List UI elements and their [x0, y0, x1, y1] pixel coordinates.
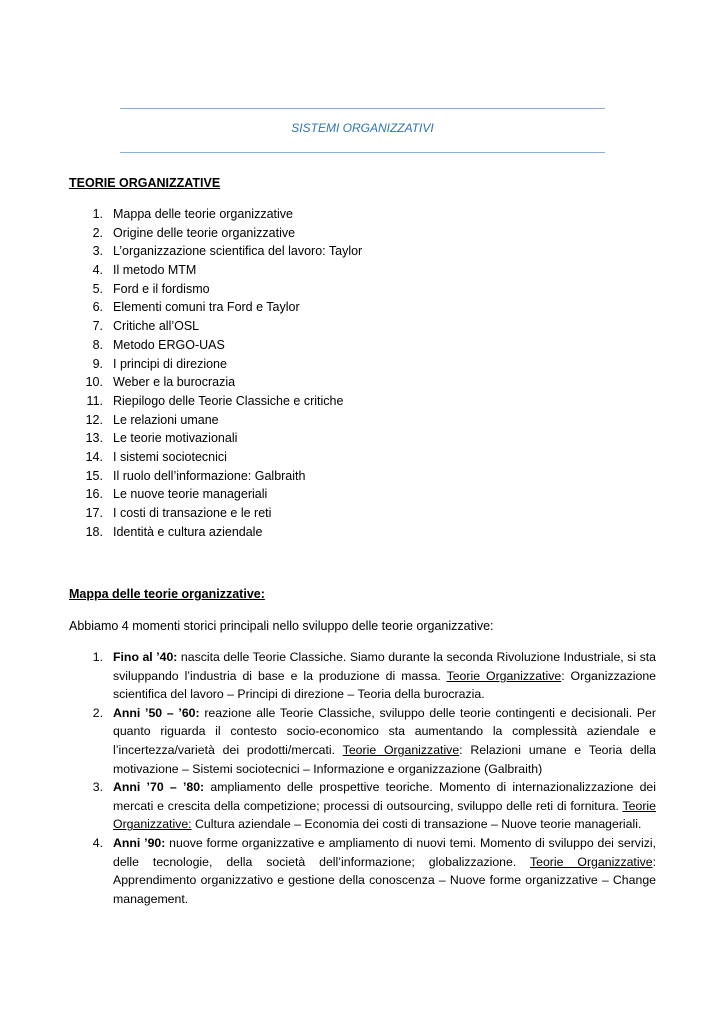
toc-item	[69, 280, 362, 299]
period-label: Anni ’70 – ’80:	[113, 780, 205, 795]
period-number: 4.	[92, 835, 103, 850]
toc-list	[69, 205, 362, 541]
toc-item-number: 16.	[85, 487, 103, 502]
map-heading: Mappa delle teorie organizzative:	[69, 587, 265, 601]
theory-label: Teorie Organizzative	[529, 854, 653, 869]
toc-heading: TEORIE ORGANIZZATIVE	[69, 176, 221, 190]
toc-item-number: 4.	[92, 263, 103, 278]
toc-item-label: I costi di transazione e le reti	[113, 506, 272, 520]
period-item	[69, 834, 656, 908]
toc-item-number: 18.	[85, 524, 103, 539]
period-theories: Cultura aziendale – Economia dei costi di transazione – Nuove teorie manageriali.	[191, 817, 642, 832]
toc-item	[69, 242, 362, 261]
period-number: 1.	[92, 650, 103, 664]
toc-item	[69, 355, 362, 374]
period-text: nascita delle Teorie Classiche. Siamo durante la seconda Rivoluzione Industriale, si sta sviluppando l’industria di base e la produzione di massa.	[113, 650, 656, 683]
toc-item-label: Critiche all’OSL	[113, 319, 200, 334]
theory-label: Teorie Organizzative	[342, 742, 460, 757]
toc-item-number: 15.	[85, 468, 103, 483]
toc-item-label: Il metodo MTM	[113, 263, 197, 278]
period-label: Anni ’50 – ’60:	[113, 705, 200, 720]
period-number: 2.	[92, 705, 103, 720]
toc-item-number: 5.	[92, 281, 103, 296]
map-intro: Abbiamo 4 momenti storici principali nello sviluppo delle teorie organizzative:	[69, 619, 494, 633]
toc-item	[69, 336, 362, 355]
toc-item-label: Le teorie motivazionali	[113, 431, 238, 446]
toc-item-number: 14.	[85, 449, 103, 464]
title-top-rule	[120, 108, 605, 109]
toc-item-label: Origine delle teorie organizzative	[113, 225, 296, 240]
toc-item	[69, 317, 362, 336]
toc-item-number: 2.	[92, 225, 103, 240]
toc-item-number: 10.	[85, 375, 103, 390]
toc-item-number: 8.	[92, 337, 103, 352]
period-text: ampliamento delle prospettive teoriche. Momento di internazionalizzazione dei mercati e crescita della competizione; processi di outsourcing, sviluppo delle reti di fornitura.	[113, 780, 656, 813]
theory-label: Teorie Organizzative	[446, 668, 562, 683]
toc-item-number: 13.	[85, 431, 103, 446]
toc-item-number: 9.	[92, 356, 103, 371]
toc-item-label: I sistemi sociotecnici	[113, 449, 227, 464]
periods-list	[69, 648, 656, 908]
toc-item-label: Le relazioni umane	[113, 412, 219, 427]
toc-item	[69, 485, 362, 504]
toc-item-label: Le nuove teorie manageriali	[113, 487, 268, 502]
toc-item-number: 11.	[86, 393, 103, 408]
toc-item	[69, 298, 362, 317]
toc-item-number: 6.	[92, 300, 103, 315]
toc-item	[69, 205, 362, 224]
toc-item	[69, 392, 362, 411]
period-item	[69, 704, 656, 778]
period-item	[69, 778, 656, 834]
toc-item-number: 1.	[92, 207, 103, 221]
toc-item-label: Weber e la burocrazia	[113, 375, 236, 390]
toc-item	[69, 504, 362, 523]
toc-item-label: Riepilogo delle Teorie Classiche e critiche	[113, 393, 344, 408]
title-bottom-rule	[120, 152, 605, 153]
toc-item-label: L’organizzazione scientifica del lavoro: Taylor	[113, 244, 363, 259]
theory-label: Teorie Organizzative:	[113, 798, 656, 832]
toc-item	[69, 261, 362, 280]
period-text: nuove forme organizzative e ampliamento di nuovi temi. Momento di sviluppo dei servizi, delle tecnologie, della società dell’informazione; globalizzazione.	[113, 835, 656, 869]
theory-separator: :	[561, 668, 565, 683]
period-label: Fino al ’40:	[113, 650, 178, 664]
period-number: 3.	[92, 780, 103, 795]
document-title: SISTEMI ORGANIZZATIVI	[291, 121, 434, 135]
toc-item	[69, 448, 362, 467]
toc-item-number: 7.	[92, 319, 103, 334]
theory-separator: :	[459, 742, 463, 757]
toc-item-label: I principi di direzione	[113, 356, 227, 371]
theory-separator: :	[652, 854, 656, 869]
toc-item	[69, 429, 362, 448]
toc-item	[69, 467, 362, 486]
toc-item	[69, 224, 362, 243]
toc-item-label: Elementi comuni tra Ford e Taylor	[113, 300, 300, 315]
toc-item-label: Mappa delle teorie organizzative	[113, 207, 293, 221]
period-theories: Apprendimento organizzativo e gestione della conoscenza – Nuove forme organizzative – Change management.	[113, 873, 656, 906]
period-item	[69, 648, 656, 704]
toc-item-label: Il ruolo dell’informazione: Galbraith	[113, 468, 306, 483]
toc-item	[69, 411, 362, 430]
toc-item	[69, 523, 362, 542]
period-theories: Organizzazione scientifica del lavoro – Principi di direzione – Teoria della burocrazia.	[113, 668, 656, 702]
toc-item-number: 12.	[85, 412, 103, 427]
period-theories: Relazioni umane e Teoria della motivazione – Sistemi sociotecnici – Informazione e organizzazione (Galbraith)	[113, 742, 656, 776]
toc-item-label: Metodo ERGO-UAS	[113, 337, 225, 352]
toc-item-label: Ford e il fordismo	[113, 281, 210, 296]
period-label: Anni ’90:	[113, 835, 166, 850]
period-text: reazione alle Teorie Classiche, sviluppo delle teorie contingenti e decisionali. Per quanto riguarda il contesto socio-economico sta aumentando la complessità aziendale e l’incertezza/varietà dei prodotti/mercati.	[113, 705, 656, 757]
toc-item-number: 3.	[92, 244, 103, 259]
toc-item-number: 17.	[85, 506, 103, 520]
toc-item-label: Identità e cultura aziendale	[113, 524, 263, 539]
toc-item	[69, 373, 362, 392]
